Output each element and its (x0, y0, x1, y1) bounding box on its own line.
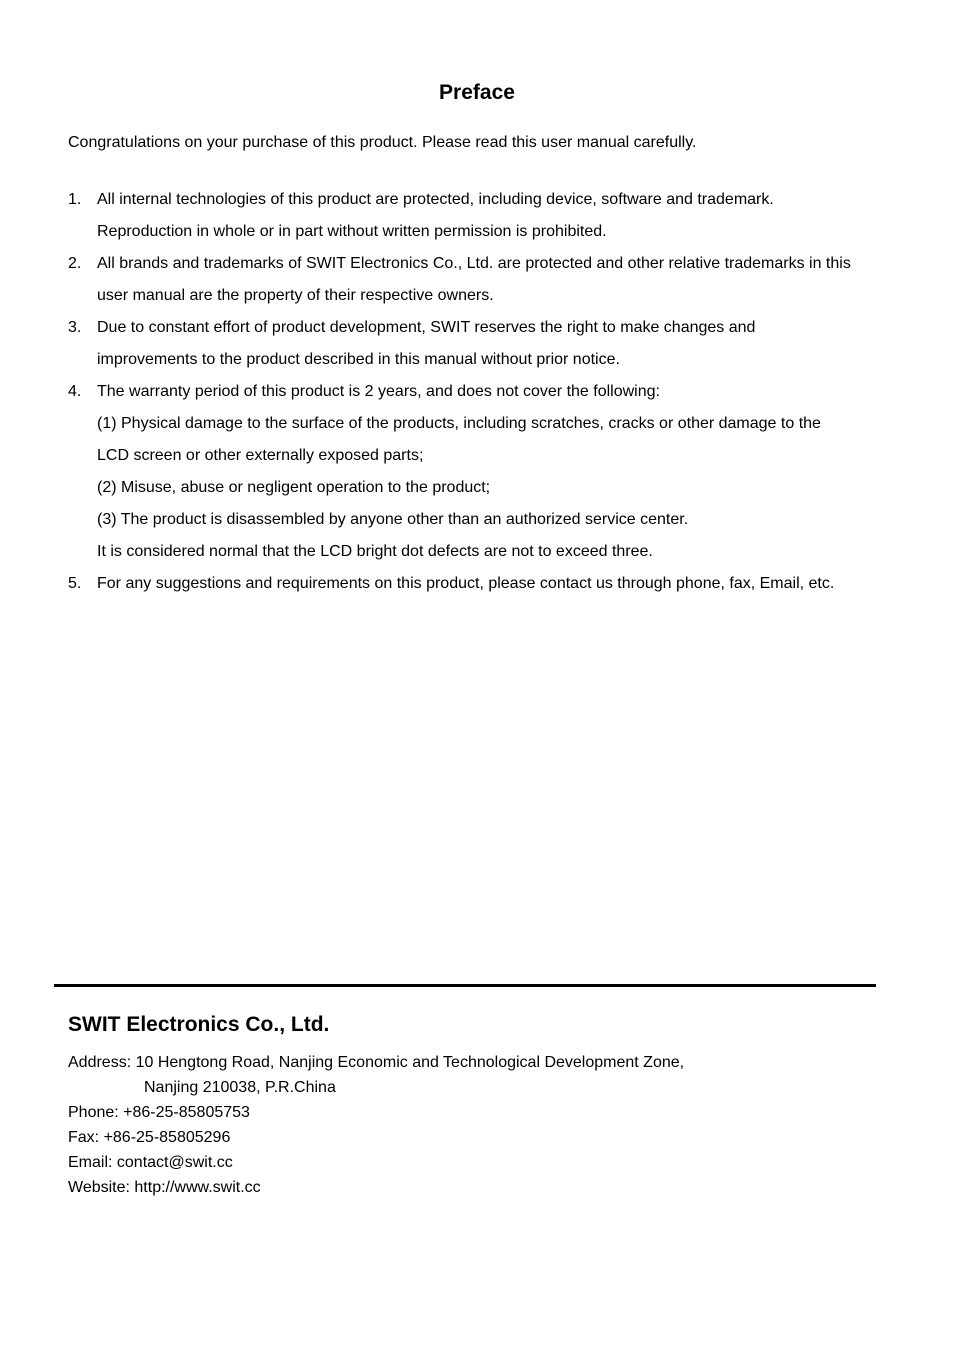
email-line: Email: contact@swit.cc (68, 1154, 233, 1171)
list-line (68, 280, 898, 312)
list-item-1 (68, 184, 898, 248)
list-item-text: (2) Misuse, abuse or negligent operation to the product; (97, 479, 491, 496)
list-item-text: Reproduction in whole or in part without written permission is prohibited. (97, 223, 607, 240)
list-item-number: 1. (68, 191, 82, 208)
list-line (68, 184, 898, 216)
list-line (68, 376, 898, 408)
list-line (68, 472, 898, 504)
address-line-1: Address: 10 Hengtong Road, Nanjing Economic and Technological Development Zone, (68, 1054, 685, 1071)
list-item-text: For any suggestions and requirements on this product, please contact us through phone, fax, Email, etc. (97, 575, 835, 592)
intro-paragraph: Congratulations on your purchase of this product. Please read this user manual carefully. (68, 134, 697, 151)
list-item-text: LCD screen or other externally exposed parts; (97, 447, 424, 464)
list-item-text: (3) The product is disassembled by anyone other than an authorized service center. (97, 511, 689, 528)
list-line (68, 504, 898, 536)
website-line: Website: http://www.swit.cc (68, 1179, 261, 1196)
preface-list (68, 184, 898, 600)
list-item-text: It is considered normal that the LCD bright dot defects are not to exceed three. (97, 543, 653, 560)
list-item-text: The warranty period of this product is 2 years, and does not cover the following: (97, 383, 660, 400)
list-line (68, 216, 898, 248)
company-contact (68, 1050, 888, 1200)
company-name: SWIT Electronics Co., Ltd. (68, 1013, 330, 1036)
list-item-5 (68, 568, 898, 600)
phone-line: Phone: +86-25-85805753 (68, 1104, 250, 1121)
list-line (68, 248, 898, 280)
list-item-2 (68, 248, 898, 312)
list-item-text: improvements to the product described in this manual without prior notice. (97, 351, 620, 368)
page-title: Preface (439, 81, 515, 104)
list-item-number: 4. (68, 383, 82, 400)
list-item-text: (1) Physical damage to the surface of the products, including scratches, cracks or other damage to the (97, 415, 821, 432)
list-line (68, 408, 898, 440)
list-item-text: Due to constant effort of product development, SWIT reserves the right to make changes and (97, 319, 756, 336)
list-item-3 (68, 312, 898, 376)
list-item-number: 5. (68, 575, 82, 592)
fax-line: Fax: +86-25-85805296 (68, 1129, 231, 1146)
list-line (68, 536, 898, 568)
list-line (68, 568, 898, 600)
list-line (68, 344, 898, 376)
list-line (68, 440, 898, 472)
list-item-number: 3. (68, 319, 82, 336)
list-item-4 (68, 376, 898, 568)
address-line-2: Nanjing 210038, P.R.China (144, 1079, 336, 1096)
list-item-text: All brands and trademarks of SWIT Electronics Co., Ltd. are protected and other relative trademarks in this (97, 255, 851, 272)
list-item-text: user manual are the property of their respective owners. (97, 287, 494, 304)
list-line (68, 312, 898, 344)
list-item-text: All internal technologies of this product are protected, including device, software and trademark. (97, 191, 774, 208)
list-item-number: 2. (68, 255, 82, 272)
footer-divider (54, 984, 876, 987)
